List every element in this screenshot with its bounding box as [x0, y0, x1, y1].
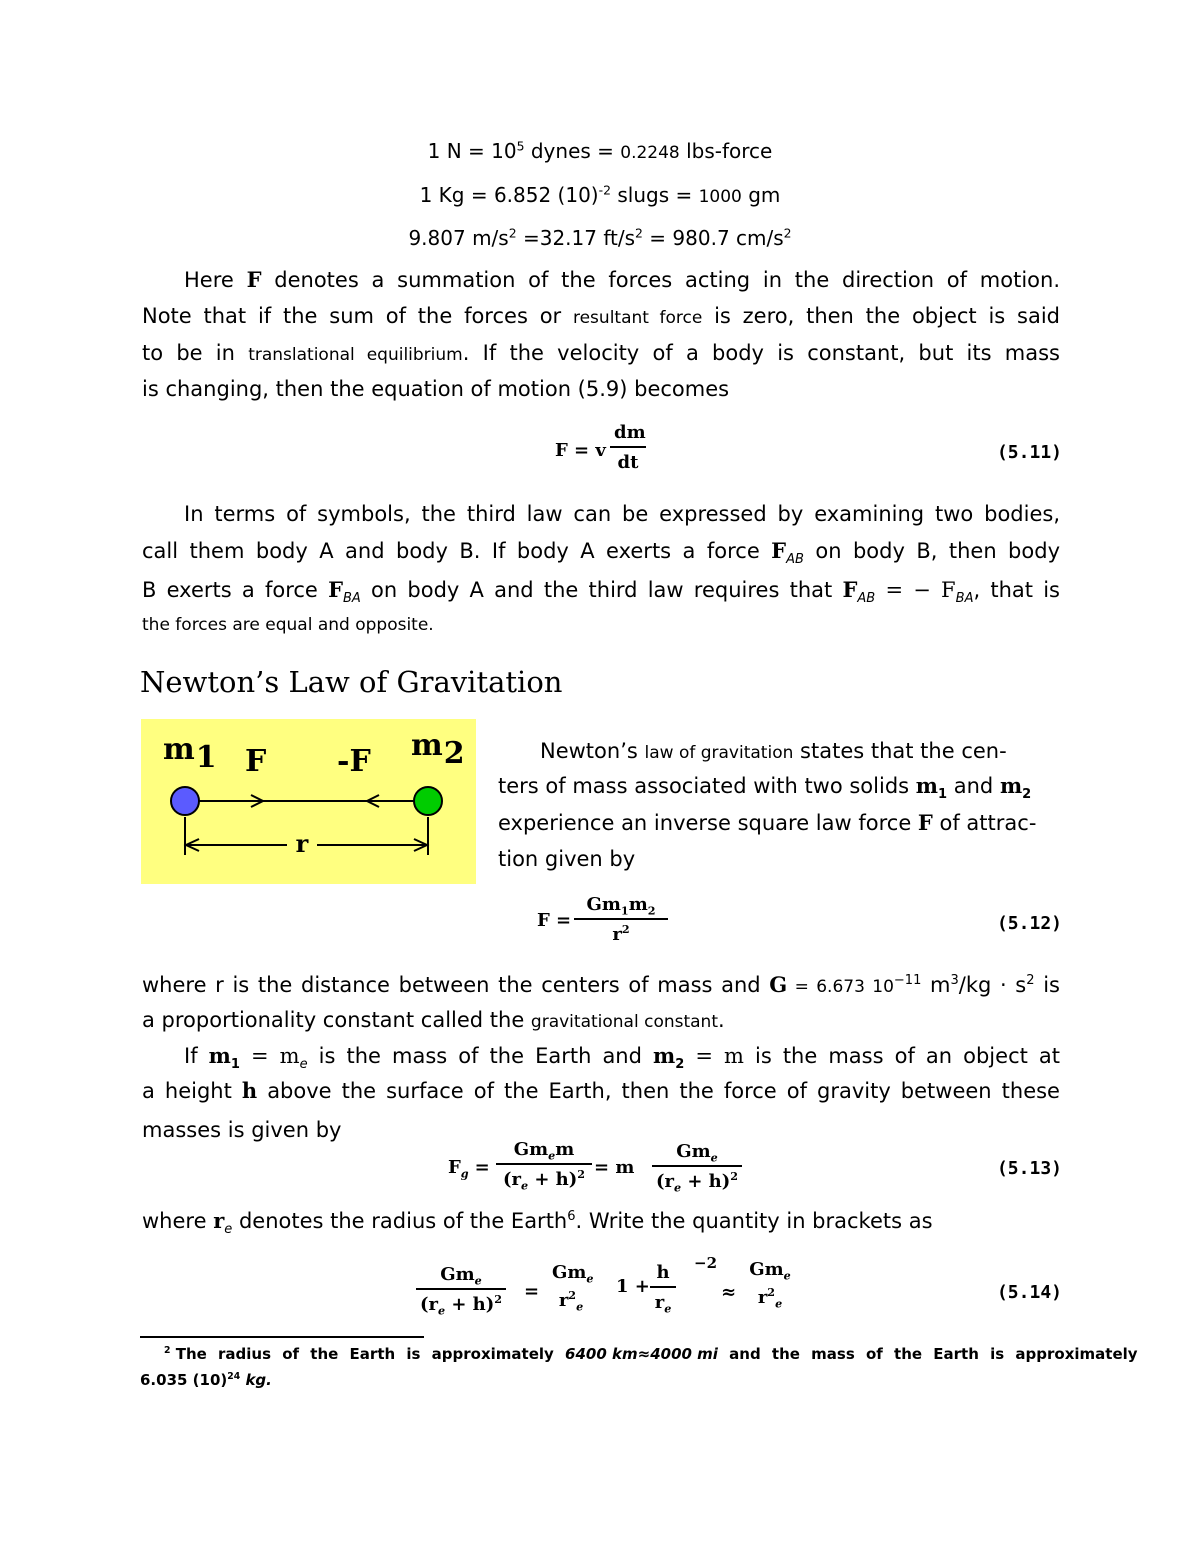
text: (r — [655, 1171, 674, 1192]
conv-text: 1 Kg = 6.852 (10) — [419, 183, 599, 207]
subscript: e — [576, 1300, 584, 1314]
subscript: e — [673, 1181, 682, 1195]
conv-sup: -2 — [598, 182, 611, 198]
subscript: e — [783, 1269, 791, 1283]
text: = m — [684, 1044, 744, 1068]
text: denotes a summation of the forces acting in the direction of motion. — [261, 268, 1061, 292]
text: Gm — [749, 1259, 784, 1280]
text: /kg · s — [958, 973, 1027, 997]
text: of attrac- — [932, 811, 1037, 835]
symbol-F: F — [328, 577, 343, 602]
eq513-number: (5.13) — [996, 1158, 1062, 1179]
text: F — [448, 1157, 461, 1178]
superscript: 2 — [767, 1286, 776, 1299]
text: experience an inverse square law force — [498, 811, 918, 835]
neg-force-label: -F — [337, 744, 371, 779]
conv-sup: 2 — [635, 225, 643, 241]
text: The radius of the Earth is approximately — [175, 1345, 566, 1363]
text: is — [1034, 973, 1060, 997]
text: call them body A and body B. If body A exerts a force — [142, 539, 772, 563]
para5-line3 — [142, 1117, 341, 1143]
eq514-approx: ≈ — [721, 1282, 737, 1303]
eq513-fraction1 — [496, 1139, 592, 1191]
para3-line4 — [498, 846, 635, 872]
eq511-numerator: dm — [610, 422, 646, 448]
text: is the mass of an object at — [743, 1044, 1061, 1068]
m1-label: m1 — [163, 732, 217, 775]
conv-sup: 2 — [783, 225, 792, 241]
text: masses is given by — [142, 1118, 342, 1142]
eq514-one-plus: 1 + — [616, 1276, 650, 1297]
subscript: e — [586, 1272, 594, 1286]
text: above the surface of the Earth, then the force of gravity between these — [257, 1079, 1060, 1103]
text: Gm — [513, 1139, 549, 1160]
term-translational-equilibrium: translational equilibrium — [248, 345, 463, 365]
text: Newton’s — [540, 739, 645, 763]
symbol-F: F — [246, 267, 262, 292]
text: B exerts a force — [142, 578, 329, 602]
subscript: 1 — [938, 787, 948, 803]
superscript: 2 — [730, 1170, 739, 1183]
eq514-fraction4 — [744, 1259, 796, 1309]
conversion-gravity — [0, 225, 1200, 251]
subscript: e — [664, 1302, 672, 1316]
text: states that the cen- — [793, 739, 1007, 763]
superscript: −11 — [893, 973, 922, 988]
conversion-kilogram — [0, 182, 1200, 210]
text: If — [184, 1044, 209, 1068]
para6-line — [142, 1208, 933, 1238]
eq514-fraction1 — [416, 1264, 506, 1316]
para2-line3 — [142, 577, 1061, 607]
text: is the mass of the Earth and — [307, 1044, 654, 1068]
text: Gm — [440, 1264, 475, 1285]
text: kg. — [240, 1371, 272, 1389]
text: is changing, then the equation of motion (5.9) becomes — [142, 377, 730, 401]
text: = 6.673 10 — [787, 977, 894, 997]
text: the forces are equal and opposite. — [142, 615, 434, 635]
text: is zero, then the object is said — [702, 304, 1061, 328]
subscript: AB — [786, 552, 804, 568]
text: m — [921, 973, 951, 997]
text: denotes the radius of the Earth — [232, 1209, 568, 1233]
subscript: e — [710, 1151, 718, 1165]
text: a proportionality constant called the — [142, 1008, 531, 1032]
eq514-fraction3 — [650, 1262, 676, 1314]
eq514-denominator3 — [650, 1288, 676, 1314]
text: = m — [239, 1044, 300, 1068]
para4-line2 — [142, 1007, 725, 1035]
gravitation-diagram — [141, 719, 476, 884]
text: (r — [419, 1294, 438, 1315]
text: , that is — [973, 578, 1061, 602]
superscript: 2 — [568, 1289, 577, 1302]
text: + h) — [681, 1171, 731, 1192]
eq513-numerator1 — [496, 1139, 592, 1165]
symbol-m: m — [915, 773, 939, 798]
conv-text: = — [642, 226, 673, 250]
m2-label: m2 — [411, 728, 465, 771]
text: 6400 km≈4000 mi — [565, 1345, 718, 1363]
text: Gm — [552, 1262, 587, 1283]
eq514-exponent: −2 — [694, 1254, 718, 1272]
subscript: e — [299, 1057, 308, 1073]
text: where — [142, 973, 216, 997]
symbol-h: h — [241, 1078, 258, 1103]
symbol-F: F — [842, 577, 858, 602]
eq513-denominator2 — [652, 1167, 742, 1193]
symbol-r: r — [213, 1208, 225, 1233]
text: Gm — [586, 894, 621, 915]
conv-text: slugs = — [610, 183, 699, 207]
superscript: 2 — [494, 1293, 503, 1306]
eq512-number: (5.12) — [996, 913, 1062, 934]
term-gravitational-constant: gravitational constant — [530, 1012, 718, 1032]
conv-text: =32.17 ft/s — [516, 226, 636, 250]
text: on body B, then body — [803, 539, 1060, 563]
para2-line1 — [142, 501, 1060, 527]
para2-line4 — [142, 612, 434, 638]
text: Note that if the sum of the forces or — [142, 304, 573, 328]
para4-line1 — [142, 972, 1060, 1000]
superscript: 2 — [621, 923, 630, 936]
superscript: 3 — [950, 973, 959, 988]
text: (r — [502, 1169, 521, 1190]
eq513-mid: = m — [594, 1157, 635, 1178]
eq512-denominator — [574, 920, 668, 946]
eq514-number: (5.14) — [996, 1282, 1062, 1303]
eq514-denominator2 — [548, 1286, 594, 1312]
eq514-numerator4 — [744, 1259, 796, 1283]
subscript: e — [520, 1179, 529, 1193]
text: r — [612, 924, 622, 945]
footnote-line2 — [140, 1370, 272, 1390]
para1-line1 — [142, 267, 1060, 293]
eq513-numerator2 — [652, 1141, 742, 1167]
subscript: g — [460, 1167, 469, 1181]
text: = — [474, 1157, 490, 1178]
symbol-m: m — [999, 773, 1023, 798]
eq514-numerator3: h — [650, 1262, 676, 1288]
footnote-line1 — [164, 1344, 1138, 1364]
subscript: BA — [955, 591, 974, 607]
subscript: 1 — [230, 1057, 240, 1073]
conv-text: 1 N = 10 — [427, 139, 517, 163]
conv-text: 9.807 m/s — [408, 226, 509, 250]
mass1-circle — [171, 787, 199, 815]
text: r — [558, 1290, 569, 1311]
eq514-denominator4 — [744, 1283, 796, 1309]
section-heading: Newton’s Law of Gravitation — [140, 665, 563, 699]
eq513-denominator1 — [496, 1165, 592, 1191]
conv-text: 0.2248 — [620, 143, 680, 163]
text: . — [718, 1008, 725, 1032]
eq514-numerator1 — [416, 1264, 506, 1290]
r-label: r — [295, 829, 309, 858]
eq514-equals: = — [524, 1281, 540, 1302]
symbol-F: F — [917, 810, 933, 835]
text: and the mass of the Earth is approximately — [717, 1345, 1138, 1363]
text: m — [555, 1139, 575, 1160]
text: Here — [184, 268, 247, 292]
subscript: 2 — [1022, 787, 1032, 803]
conv-text: dynes = — [524, 139, 621, 163]
force-label: F — [245, 744, 267, 779]
eq511-number: (5.11) — [996, 442, 1062, 463]
text: to be in — [142, 341, 249, 365]
text: ters of mass associated with two solids — [498, 774, 916, 798]
text: tion given by — [498, 847, 636, 871]
text: on body A and the third law requires that — [360, 578, 843, 602]
symbol-G: G — [769, 972, 788, 997]
text: In terms of symbols, the third law can be expressed by examining two bodies, — [184, 502, 1060, 526]
superscript: 2 — [1026, 973, 1035, 988]
eq511-denominator: dt — [617, 452, 639, 473]
subscript: 2 — [647, 904, 656, 918]
subscript: e — [224, 1222, 233, 1238]
text: is the distance between the centers of mass and — [223, 973, 770, 997]
subscript: 2 — [675, 1057, 685, 1073]
symbol-F: F — [771, 538, 787, 563]
para5-line1 — [142, 1043, 1061, 1073]
para5-line2 — [142, 1078, 1060, 1104]
symbol-m: m — [653, 1043, 676, 1068]
subscript: e — [437, 1304, 446, 1318]
footnote-ref: 6 — [567, 1209, 576, 1224]
text: + h) — [528, 1169, 578, 1190]
text: r — [215, 973, 224, 997]
para1-line4 — [142, 376, 729, 402]
subscript: AB — [857, 591, 876, 607]
text: . Write the quantity in brackets as — [575, 1209, 933, 1233]
gravitation-figure — [141, 719, 476, 884]
text: where — [142, 1209, 214, 1233]
text: and — [947, 774, 1000, 798]
para3-line2 — [498, 773, 1032, 803]
text: r — [757, 1287, 768, 1308]
para1-line3 — [142, 340, 1060, 368]
subscript: e — [474, 1274, 482, 1288]
footnote-mark: 2 — [164, 1345, 171, 1356]
text: a height — [142, 1079, 242, 1103]
para3-line1 — [540, 738, 1007, 766]
para1-line2 — [142, 303, 1060, 331]
eq512-lhs: F = — [537, 910, 572, 931]
footnote-rule — [140, 1336, 424, 1338]
para2-line2 — [142, 538, 1060, 568]
superscript: 24 — [227, 1371, 241, 1382]
subscript: e — [775, 1297, 783, 1311]
mass2-circle — [414, 787, 442, 815]
para3-line3 — [498, 810, 1036, 836]
eq512-numerator — [574, 894, 668, 920]
conv-sup: 5 — [516, 138, 525, 154]
eq513-lhs — [448, 1157, 490, 1181]
text: 6.035 (10) — [140, 1371, 228, 1389]
text: = − F — [875, 578, 956, 602]
subscript: e — [548, 1149, 556, 1163]
eq514-denominator1 — [416, 1290, 506, 1316]
conv-text: 1000 — [698, 187, 742, 207]
eq514-fraction2 — [548, 1262, 594, 1312]
conv-text: gm — [741, 183, 781, 207]
text: . If the velocity of a body is constant, but its mass — [462, 341, 1060, 365]
symbol-m: m — [208, 1043, 231, 1068]
superscript: 2 — [577, 1168, 586, 1181]
text: m — [628, 894, 648, 915]
eq512-fraction — [574, 894, 668, 946]
eq511-fraction — [610, 422, 646, 474]
conv-sup: 2 — [508, 225, 517, 241]
eq513-fraction2 — [652, 1141, 742, 1193]
subscript: BA — [342, 591, 361, 607]
term-law-of-gravitation: law of gravitation — [644, 743, 794, 763]
conv-text: lbs-force — [679, 139, 773, 163]
eq511-lhs: F = v — [555, 440, 606, 461]
eq514-numerator2 — [548, 1262, 594, 1286]
term-resultant-force: resultant force — [572, 308, 703, 328]
conversion-newton — [0, 138, 1200, 166]
conv-text: 980.7 cm/s — [672, 226, 784, 250]
text: r — [654, 1292, 665, 1313]
subscript: 1 — [620, 904, 629, 918]
text: + h) — [445, 1294, 495, 1315]
text: Gm — [676, 1141, 711, 1162]
